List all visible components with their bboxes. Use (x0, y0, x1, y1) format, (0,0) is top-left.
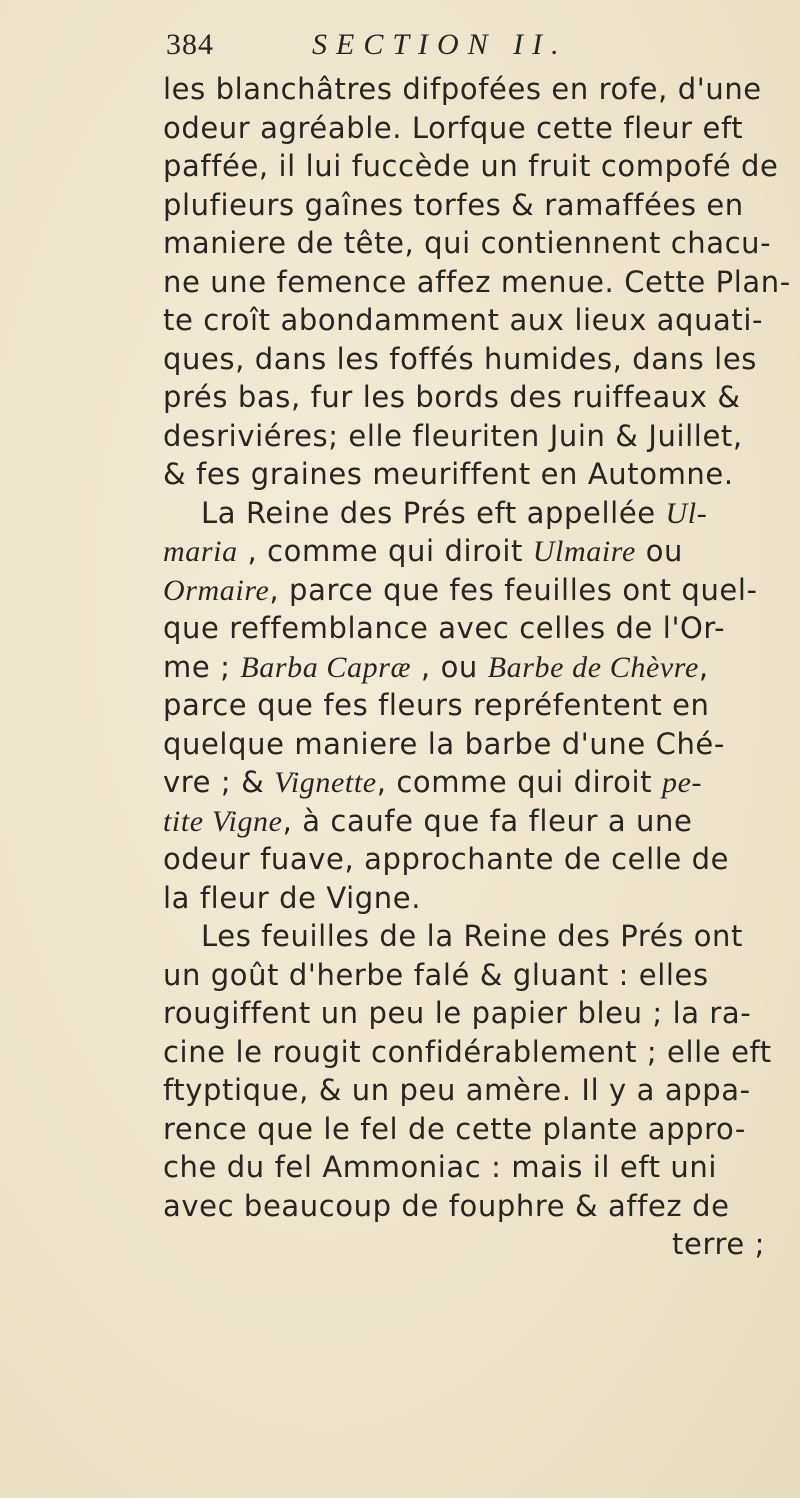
text-line (163, 340, 773, 379)
catchword: terre ; (672, 1227, 765, 1261)
text-run: te croît abondamment aux lieux aquati- (163, 303, 764, 337)
text-run: , comme qui diroit (237, 534, 533, 568)
text-line (163, 532, 773, 571)
text-run: ques, dans les foffés humides, dans les (163, 341, 757, 376)
text-line (163, 571, 773, 610)
text-run: , (698, 649, 709, 684)
text-line (163, 994, 773, 1033)
text-run: desriviéres; elle fleuriten Juin & Juillet, (163, 418, 743, 453)
paragraph-start-line (163, 494, 773, 533)
text-run: prés bas, fur les bords des ruiffeaux & (163, 380, 741, 414)
text-line (163, 378, 773, 417)
text-line (163, 840, 773, 879)
text-run: avec beaucoup de fouphre & affez de (163, 1188, 730, 1223)
text-run: les blanchâtres difpofées en rofe, d'une (163, 72, 762, 106)
text-line (163, 186, 773, 225)
text-line (163, 455, 773, 494)
text-line (163, 263, 791, 302)
text-line (163, 763, 773, 802)
text-run: me ; (163, 649, 241, 684)
text-line (163, 1110, 773, 1149)
text-line (163, 224, 773, 263)
italic-run: maria (163, 535, 238, 568)
text-run: ou (635, 534, 684, 568)
italic-run: Ulmaire (532, 535, 636, 568)
text-line (163, 147, 779, 186)
text-line (163, 648, 773, 687)
catchword-line (163, 1225, 773, 1264)
text-run: La Reine des Prés eft appellée (201, 495, 666, 530)
italic-run: Ormaire (163, 573, 270, 607)
text-line (163, 70, 773, 109)
italic-run: Barbe de Chèvre (487, 650, 699, 684)
text-run: parce que fes fleurs repréfentent en (163, 688, 710, 722)
text-line (163, 1187, 773, 1226)
text-run: ftyptique, & un peu amère. Il y a appa- (163, 1073, 751, 1107)
text-run: , comme qui diroit (376, 765, 662, 799)
text-run: odeur agréable. Lorfque cette fleur eft (163, 110, 744, 145)
text-run: , ou (411, 649, 488, 684)
italic-run: pe- (661, 766, 703, 799)
italic-run: tite Vigne (163, 804, 283, 838)
text-run: maniere de tête, qui contiennent chacu- (163, 226, 772, 260)
text-run: quelque maniere la barbe d'une Ché- (163, 726, 725, 761)
page-number: 384 (166, 28, 214, 61)
text-line (163, 609, 773, 648)
text-line (163, 956, 773, 995)
page-header (166, 28, 686, 74)
text-run: Les feuilles de la Reine des Prés ont (201, 919, 743, 953)
text-line (163, 417, 773, 456)
text-line (163, 725, 773, 764)
text-run: vre ; & (163, 765, 275, 799)
text-line (163, 686, 773, 725)
text-run: paffée, il lui fuccède un fruit compofé de (163, 149, 779, 183)
text-run: odeur fuave, approchante de celle de (163, 842, 730, 876)
text-line (163, 1033, 773, 1072)
text-line (163, 802, 773, 841)
text-line (163, 109, 773, 148)
text-line (163, 1148, 773, 1187)
text-run: , parce que fes feuilles ont quel- (269, 572, 758, 607)
text-line (163, 1071, 773, 1110)
body-text (163, 70, 791, 1264)
running-head: SECTION II. (312, 28, 568, 61)
text-run: cine le rougit confidérablement ; elle eft (163, 1034, 772, 1069)
text-run: la fleur de Vigne. (163, 880, 422, 915)
italic-run: Vignette (274, 766, 377, 799)
italic-run: Ul- (665, 496, 708, 530)
text-run: rence que le fel de cette plante appro- (163, 1111, 746, 1146)
text-line (163, 301, 773, 340)
text-run: , à caufe que fa fleur a une (282, 803, 693, 838)
paragraph-start-line (163, 917, 773, 956)
text-run: un goût d'herbe falé & gluant : elles (163, 957, 709, 992)
text-run: & fes graines meuriffent en Automne. (163, 457, 734, 491)
text-run: rougiffent un peu le papier bleu ; la ra- (163, 996, 752, 1030)
text-run: ne une femence affez menue. Cette Plan- (163, 264, 791, 299)
text-line (163, 879, 773, 918)
italic-run: Barba Capræ (240, 650, 412, 684)
text-run: che du fel Ammoniac : mais il eft uni (163, 1150, 718, 1184)
text-run: plufieurs gaînes torfes & ramaffées en (163, 187, 744, 222)
text-run: que reffemblance avec celles de l'Or- (163, 611, 726, 645)
